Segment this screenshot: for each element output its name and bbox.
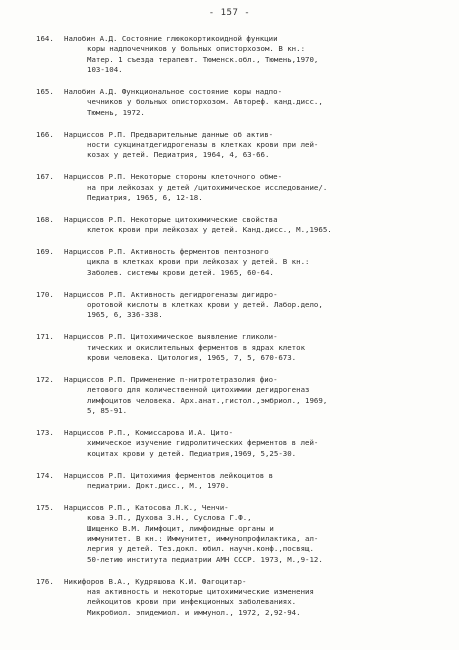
- entry-text: [64, 375, 448, 417]
- bibliography-entry: [36, 130, 448, 161]
- entry-text: [64, 172, 448, 203]
- entry-line: Нарциссов Р.П. Некоторые стороны клеточного обме-: [64, 172, 283, 182]
- entry-line: Нарциссов Р.П. Цитохимия ферментов лейкоцитов в: [64, 470, 274, 480]
- entry-number: 175.: [36, 502, 54, 512]
- entry-line: Нарциссов Р.П. Некоторые цитохимические свойства: [64, 214, 278, 224]
- entry-line: коцитах крови у детей. Педиатрия,1969, 5,25-30.: [87, 448, 297, 458]
- entry-line: козах у детей. Педиатрия, 1964, 4, 63-66.: [87, 150, 270, 160]
- entry-number: 171.: [36, 332, 54, 342]
- entry-number: 167.: [36, 172, 54, 182]
- entry-text: [64, 247, 448, 278]
- entry-number: 169.: [36, 247, 54, 257]
- bibliography-list: [36, 34, 448, 630]
- bibliography-entry: [36, 471, 448, 492]
- entry-line: ности сукцинатдегидрогеназы в клетках крови при лей-: [87, 140, 319, 150]
- entry-text: [64, 215, 448, 236]
- bibliography-entry: [36, 428, 448, 459]
- bibliography-entry: [36, 332, 448, 363]
- bibliography-entry: [36, 172, 448, 203]
- bibliography-entry: [36, 503, 448, 565]
- entry-line: 5, 85-91.: [87, 406, 128, 416]
- entry-line: лимфоцитов человека. Арх.анат.,гистол.,эмбриол., 1969,: [87, 395, 328, 405]
- entry-text: [64, 34, 448, 76]
- bibliography-entry: [36, 290, 448, 321]
- page-number: - 157 -: [208, 8, 251, 18]
- entry-number: 176.: [36, 576, 54, 586]
- entry-line: ная активность и некоторые цитохимические изменения: [87, 586, 314, 596]
- entry-line: тических и окислительных ферментов в ядрах клеток: [87, 342, 306, 352]
- entry-line: Шищенко В.М. Лимфоцит, лимфоидные органы и: [87, 523, 274, 533]
- bibliography-entry: [36, 247, 448, 278]
- entry-line: 1965, 6, 336-338.: [87, 310, 163, 320]
- entry-line: чечников у больных описторхозом. Автореф. канд.дисс.,: [87, 97, 323, 107]
- entry-line: химическое изучение гидролитических ферментов в лей-: [87, 438, 319, 448]
- entry-line: лергия у детей. Тез.докл. юбил. научн.конф.,посвящ.: [87, 544, 314, 554]
- entry-number: 170.: [36, 289, 54, 299]
- entry-line: Тюмень, 1972.: [87, 107, 145, 117]
- bibliography-entry: [36, 375, 448, 417]
- entry-number: 168.: [36, 214, 54, 224]
- bibliography-entry: [36, 87, 448, 118]
- entry-line: коры надпочечников у больных описторхозом. В кн.:: [87, 44, 306, 54]
- entry-number: 173.: [36, 427, 54, 437]
- entry-number: 172.: [36, 374, 54, 384]
- entry-line: иммунитет. В кн.: Иммунитет, иммунопрофилактика, ал-: [87, 533, 319, 543]
- entry-line: Нарциссов Р.П. Активность дегидрогеназы дигидро-: [64, 289, 278, 299]
- entry-line: летового для количественной цитохимии дегидрогеназ: [87, 385, 310, 395]
- entry-line: Педиатрия, 1965, 6, 12-18.: [87, 193, 203, 203]
- bibliography-entry: [36, 34, 448, 76]
- entry-line: цикла в клетках крови при лейкозах у детей. В кн.:: [87, 257, 310, 267]
- entry-line: Нарциссов Р.П. Применение п-нитротетразолия фио-: [64, 374, 278, 384]
- entry-text: [64, 130, 448, 161]
- entry-text: [64, 290, 448, 321]
- entry-text: [64, 332, 448, 363]
- entry-line: Нарциссов Р.П. Активность ферментов пентозного: [64, 247, 269, 257]
- entry-line: на при лейкозах у детей /цитохимическое исследование/.: [87, 182, 328, 192]
- entry-line: крови человека. Цитология, 1965, 7, 5, 670-673.: [87, 353, 297, 363]
- entry-text: [64, 428, 448, 459]
- entry-line: 103-104.: [87, 65, 123, 75]
- entry-line: Нарциссов Р.П., Катосова Л.К., Ченчи-: [64, 502, 229, 512]
- entry-line: лейкоцитов крови при инфекционных заболеваниях.: [87, 597, 297, 607]
- entry-number: 164.: [36, 34, 54, 43]
- entry-line: педиатрии. Докт.дисс., М., 1970.: [87, 480, 230, 490]
- entry-line: Никифоров В.А., Кудряшова К.И. Фагоцитар-: [64, 576, 247, 586]
- bibliography-entry: [36, 215, 448, 236]
- entry-text: [64, 503, 448, 565]
- entry-text: [64, 577, 448, 619]
- entry-line: Микробиол. эпидемиол. и иммунол., 1972, 2,92-94.: [87, 607, 301, 617]
- entry-line: Заболев. системы крови детей. 1965, 60-64.: [87, 267, 274, 277]
- entry-line: Матер. 1 съезда терапевт. Тюменск.обл., Тюмень,1970,: [87, 54, 319, 64]
- entry-line: Нарциссов Р.П. Цитохимическое выявление гликоли-: [64, 332, 278, 342]
- entry-text: [64, 471, 448, 492]
- entry-line: 50-летию института педиатрии АМН СССР. 1973, М.,9-12.: [87, 554, 323, 564]
- entry-number: 165.: [36, 87, 54, 97]
- entry-number: 166.: [36, 129, 54, 139]
- entry-line: кова Э.П., Духова З.Н., Суслова Г.Ф.,: [87, 513, 252, 523]
- entry-line: клеток крови при лейкозах у детей. Канд.дисс., М.,1965.: [87, 225, 332, 235]
- bibliography-entry: [36, 577, 448, 619]
- entry-line: Налобин А.Д. Состояние глюкокортикоидной функции: [64, 34, 278, 43]
- entry-line: Нарциссов Р.П., Комиссарова И.А. Цито-: [64, 427, 234, 437]
- entry-line: Нарциссов Р.П. Предварительные данные об актив-: [64, 129, 274, 139]
- entry-text: [64, 87, 448, 118]
- entry-line: оротовой кислоты в клетках крови у детей. Лабор.дело,: [87, 300, 323, 310]
- entry-line: Налобин А.Д. Функциональное состояние коры надпо-: [64, 87, 283, 97]
- entry-number: 174.: [36, 470, 54, 480]
